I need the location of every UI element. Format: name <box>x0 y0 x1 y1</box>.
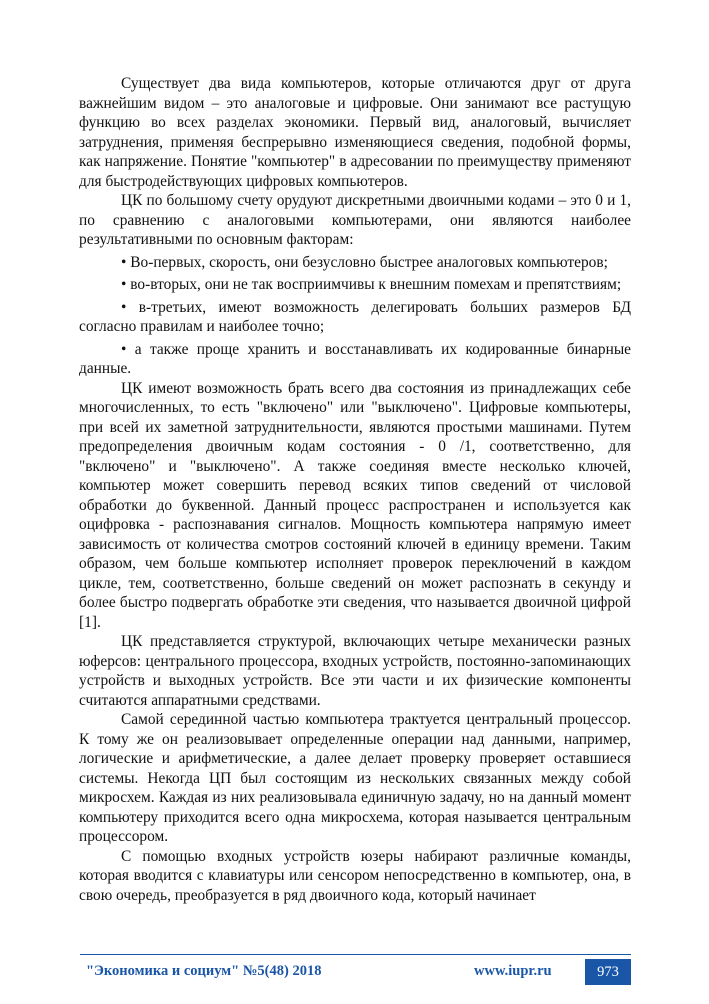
paragraph: Существует два вида компьютеров, которые отличаются друг от друга важнейшим видом – это аналоговые и цифровые. Они занимают все растущую функцию во всех разделах экономики. Первый вид, аналоговый, вычисляет затруднения, применяя беспрерывно изменяющиеся сведения, подобной формы, как напряжение. Понятие "компьютер" в адресовании по преимуществу применяют для быстродействующих цифровых компьютеров. <box>79 75 631 190</box>
paragraph: С помощью входных устройств юзеры набирают различные команды, которая вводится с клавиатуры или сенсором непосредственно в компьютер, она, в свою очередь, преобразуется в ряд двоичного кода, который начинает <box>79 847 631 904</box>
journal-site-link[interactable]: www.iupr.ru <box>474 963 552 979</box>
page-footer <box>80 959 631 987</box>
bullet-item: • Во-первых, скорость, они безусловно быстрее аналоговых компьютеров; <box>121 253 608 271</box>
article-body <box>79 74 631 905</box>
paragraph: ЦК представляется структурой, включающих четыре механически разных юферсов: центрального процессора, входных устройств, постоянно-запоминающих устройств и выходных устройств. Все эти части и их физические компоненты считаются аппаратными средствами. <box>79 633 631 709</box>
bullet-item: • в-третьих, имеют возможность делегировать больших размеров БД согласно правилам и наиболее точно; <box>79 298 631 335</box>
bullet-item: • во-вторых, они не так восприимчивы к внешним помехам и препятствиям; <box>121 276 622 293</box>
paragraph: ЦК имеют возможность брать всего два состояния из принадлежащих себе многочисленных, то есть "включено" или "выключено". Цифровые компьютеры, при всей их заметной затруднительности, являются простыми машинами. Путем предопределения двоичным кодам состояния - 0 /1, соответственно, для "включено" и "выключено". А также соединяя вместе несколько ключей, компьютер может совершить перевод всяких типов сведений от числовой обработки до буквенной. Данный процесс распространен и используется как оцифровка - распознавания сигналов. Мощность компьютера напрямую имеет зависимость от количества смотров состояний ключей в единицу времени. Таким образом, чем больше компьютер исполняет проверок переключений в каждом цикле, тем, соответственно, больше сведений он может распознать в секунду и более быстро подвергать обработке эти сведения, что называется двоичной цифрой [1]. <box>79 379 631 631</box>
journal-title: "Экономика и социум" №5(48) 2018 <box>86 963 322 979</box>
paragraph: Самой серединной частью компьютера трактуется центральный процессор. К тому же он реализовывает определенные операции над данными, например, логические и арифметические, а далее делает проверку проверяет оставшиеся системы. Некогда ЦП был состоящим из нескольких связанных между собой микросхем. Каждая из них реализовывала единичную задачу, но на данный момент компьютеру приходится всего одна микросхема, которая называется центральным процессором. <box>79 711 631 845</box>
page-number: 973 <box>585 959 631 985</box>
bullet-item: • а также проще хранить и восстанавливать их кодированные бинарные данные. <box>79 340 631 377</box>
footer-divider <box>80 954 631 955</box>
paragraph: ЦК по большому счету орудуют дискретными двоичными кодами – это 0 и 1, по сравнению с аналоговыми компьютерами, они являются наиболее результативными по основным факторам: <box>79 192 631 248</box>
